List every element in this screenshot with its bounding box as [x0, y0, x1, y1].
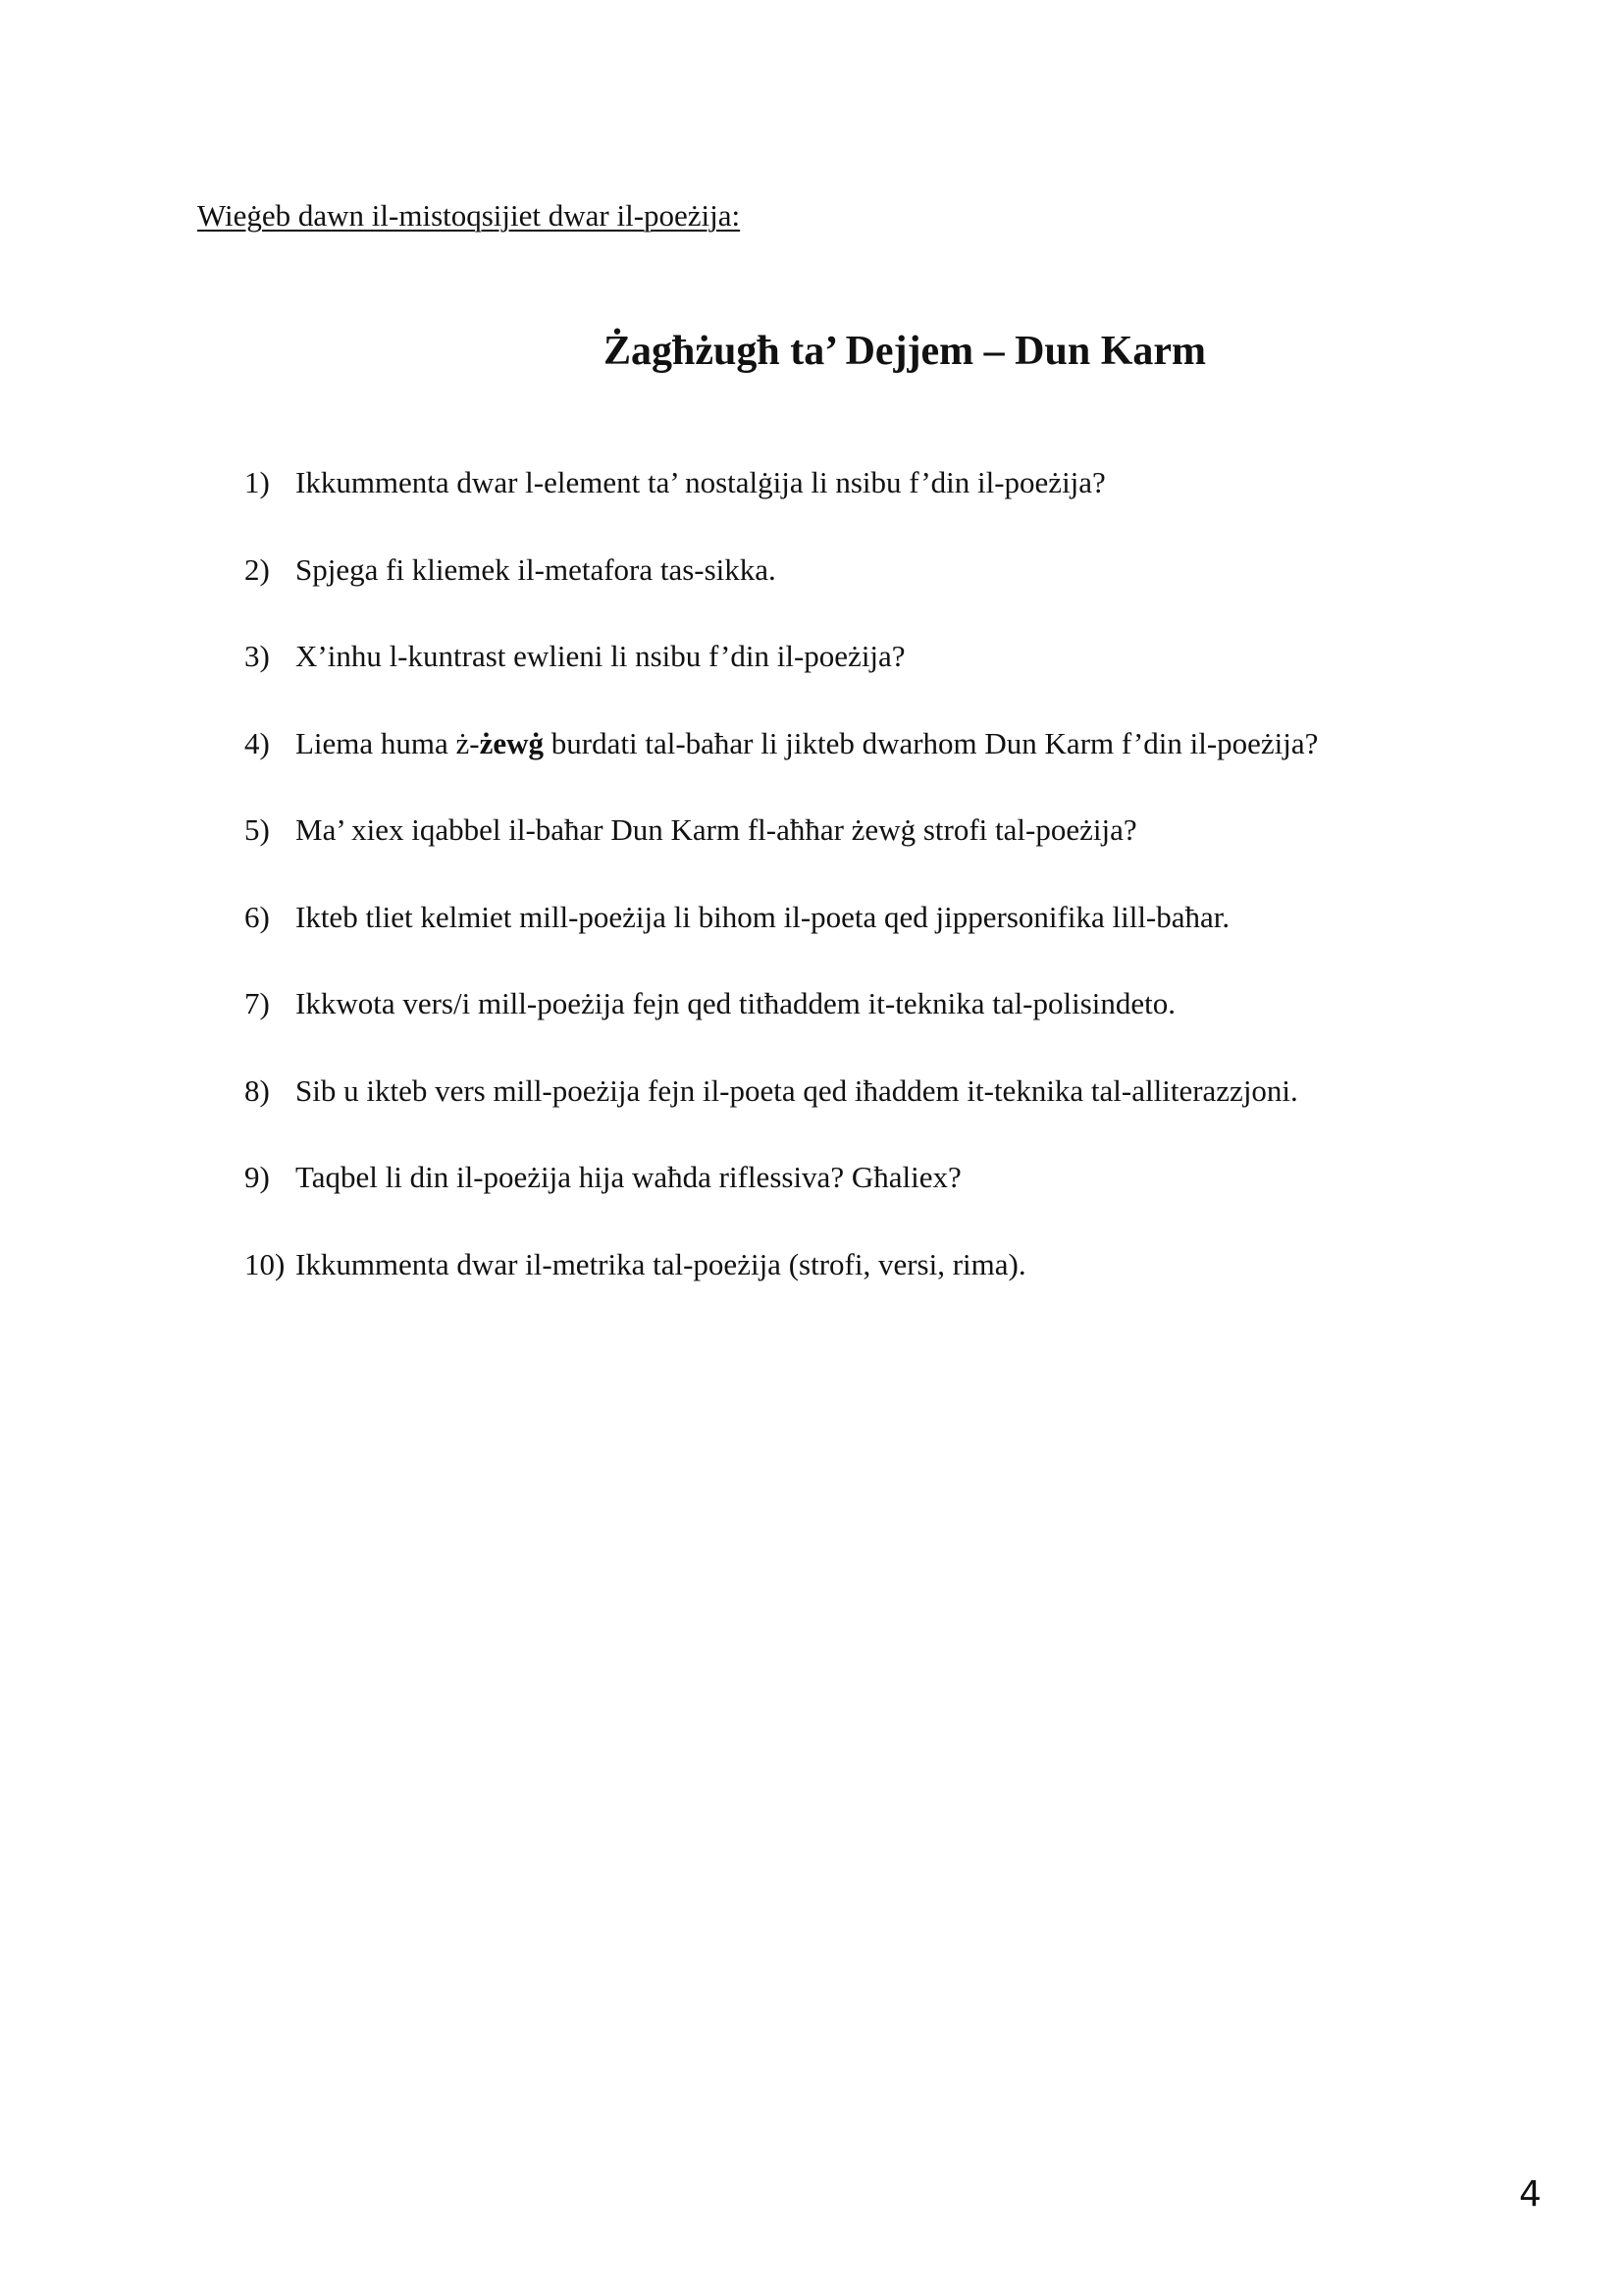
question-item [244, 639, 1318, 726]
page-number: 4 [1519, 2174, 1542, 2215]
poem-title: Żagħżugħ ta’ Dejjem – Dun Karm [602, 329, 1206, 374]
question-text: Ikkummenta dwar il-metrika tal-poeżija (strofi, versi, rima). [295, 1246, 1026, 1281]
question-number: 10) [244, 1246, 286, 1281]
question-text: Spjega fi kliemek il-metafora tas-sikka. [295, 551, 776, 587]
question-item [244, 552, 1318, 640]
question-text: Ikteb tliet kelmiet mill-poeżija li bihom il-poeta qed jippersonifika lill-baħar. [295, 899, 1231, 934]
question-number: 1) [244, 465, 270, 499]
question-number: 2) [244, 551, 270, 587]
question-item [244, 1160, 1318, 1247]
question-text [295, 726, 1318, 813]
question-text: Sib u ikteb vers mill-poeżija fejn il-poeta qed iħaddem it-teknika tal-alliterazzjoni. [295, 1072, 1298, 1108]
question-number: 7) [244, 986, 270, 1020]
question-item [244, 465, 1318, 552]
question-item [244, 900, 1318, 987]
question-number: 3) [244, 639, 270, 673]
question-item [244, 812, 1318, 900]
question-list [244, 465, 1318, 1333]
question-number: 5) [244, 812, 270, 847]
question-text-end: burdati tal-baħar li jikteb dwarhom Dun Karm f’din il-poeżija? [544, 725, 1319, 760]
question-item [244, 1073, 1318, 1161]
question-text: Taqbel li din il-poeżija hija waħda riflessiva? Għaliex? [295, 1160, 962, 1194]
question-item [244, 986, 1318, 1073]
question-text-start: Liema huma ż- [295, 725, 480, 760]
question-text-bold: żewġ [479, 725, 545, 760]
question-item [244, 726, 1318, 813]
question-item [244, 1247, 1318, 1334]
question-number: 8) [244, 1072, 270, 1108]
instruction-text: Wieġeb dawn il-mistoqsijiet dwar il-poeżija: [197, 198, 741, 233]
question-text: Ikkwota vers/i mill-poeżija fejn qed titħaddem it-teknika tal-polisindeto. [295, 986, 1177, 1020]
question-text: X’inhu l-kuntrast ewlieni li nsibu f’din il-poeżija? [295, 639, 906, 673]
question-number: 6) [244, 899, 270, 934]
question-number: 4) [244, 725, 270, 760]
question-number: 9) [244, 1160, 270, 1194]
question-text: Ma’ xiex iqabbel il-baħar Dun Karm fl-aħħar żewġ strofi tal-poeżija? [295, 812, 1137, 847]
question-text: Ikkummenta dwar l-element ta’ nostalġija li nsibu f’din il-poeżija? [295, 465, 1106, 499]
